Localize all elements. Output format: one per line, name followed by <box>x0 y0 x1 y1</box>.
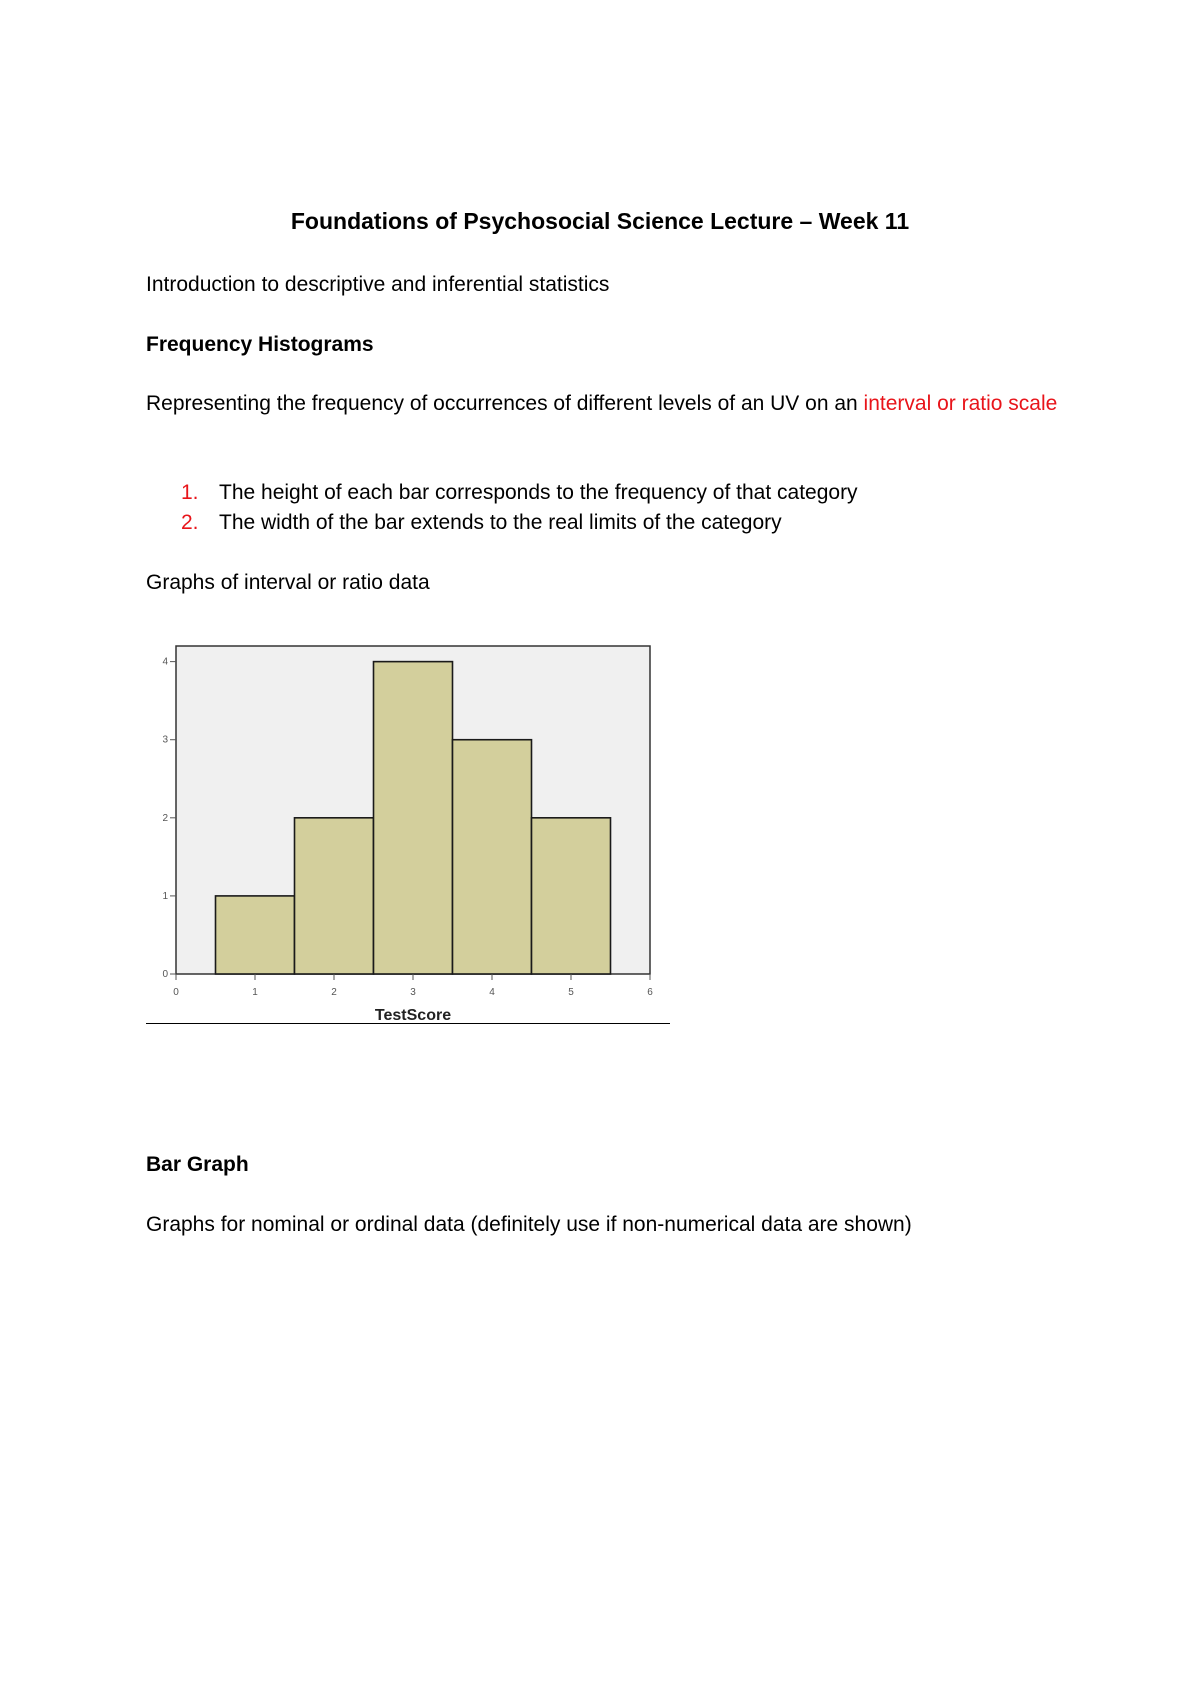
bar-graph-description: Graphs for nominal or ordinal data (definitely use if non-numerical data are shown) <box>146 1213 912 1236</box>
list-item <box>181 478 858 508</box>
list-item <box>181 508 782 538</box>
x-axis-label: TestScore <box>374 1007 452 1024</box>
x-tick-label: 6 <box>647 987 653 998</box>
section-description <box>146 389 1076 419</box>
x-tick-label: 0 <box>173 987 179 998</box>
section-heading-frequency-histograms: Frequency Histograms <box>146 333 374 356</box>
histogram-bar <box>374 662 453 974</box>
intro-text: Introduction to descriptive and inferential statistics <box>146 273 610 296</box>
y-tick-label: 4 <box>162 656 168 668</box>
page-title: Foundations of Psychosocial Science Lecture – Week 11 <box>290 208 910 234</box>
x-tick-label: 3 <box>410 987 416 998</box>
histogram-bar <box>216 896 295 974</box>
histogram-bar <box>532 818 611 974</box>
graphs-caption: Graphs of interval or ratio data <box>146 571 430 594</box>
chart-underline <box>146 1023 670 1024</box>
histogram-bar <box>295 818 374 974</box>
histogram-chart <box>140 632 680 1024</box>
y-tick-label: 2 <box>162 812 168 824</box>
histogram-svg <box>140 632 680 1024</box>
list-number: 1. <box>181 481 199 504</box>
x-tick-label: 1 <box>252 987 258 998</box>
y-tick-label: 1 <box>162 890 168 902</box>
description-highlight: interval or ratio scale <box>863 392 1058 415</box>
list-text: The width of the bar extends to the real limits of the category <box>219 511 782 534</box>
y-tick-label: 0 <box>162 969 168 980</box>
description-text: Representing the frequency of occurrences of different levels of an UV on an <box>146 392 864 415</box>
section-heading-bar-graph: Bar Graph <box>146 1153 249 1176</box>
histogram-bar <box>453 740 532 974</box>
y-tick-label: 3 <box>162 734 168 746</box>
list-number: 2. <box>181 511 199 534</box>
x-tick-label: 5 <box>568 987 574 998</box>
x-tick-label: 2 <box>331 987 337 998</box>
list-text: The height of each bar corresponds to the frequency of that category <box>219 481 858 504</box>
x-tick-label: 4 <box>489 987 495 998</box>
